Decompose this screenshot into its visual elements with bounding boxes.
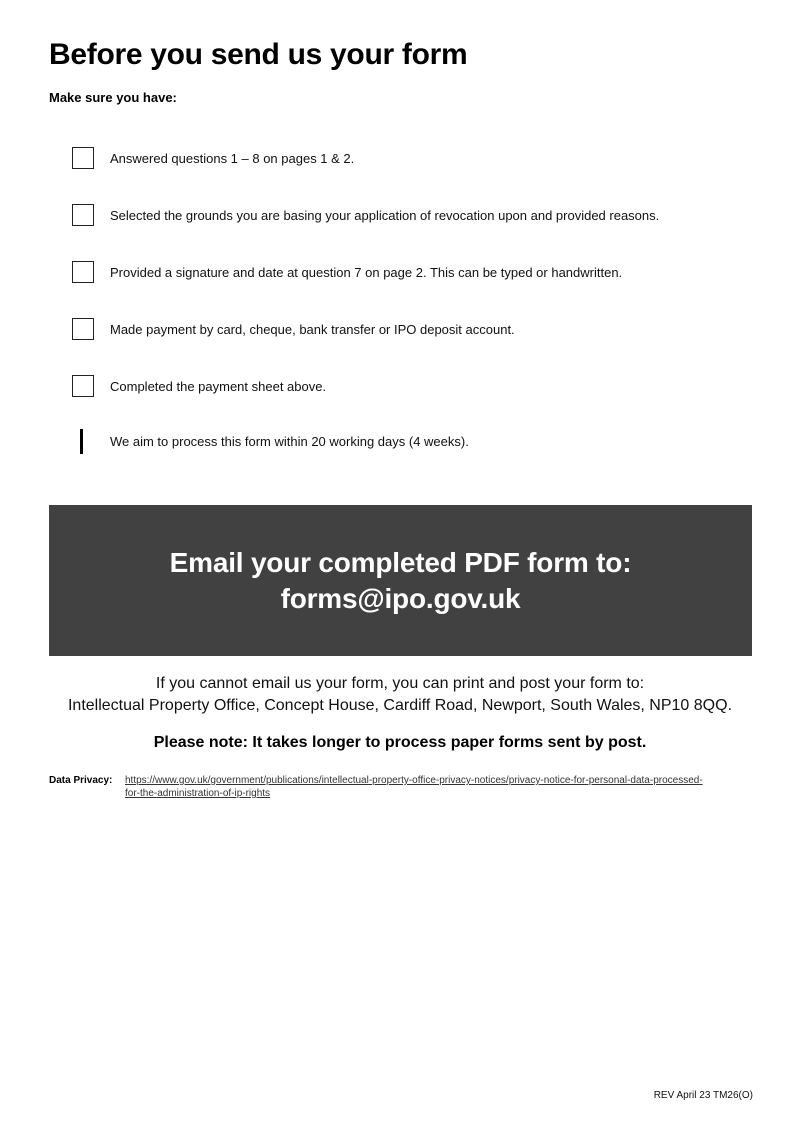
- checklist-item-label: Provided a signature and date at question 7 on page 2. This can be typed or handwritten.: [110, 264, 623, 280]
- postal-info: [0, 673, 800, 717]
- checklist-item: [72, 374, 326, 398]
- note-marker-bar: [80, 429, 83, 454]
- checklist-item-label: Completed the payment sheet above.: [110, 378, 327, 394]
- checklist-item-label: Answered questions 1 – 8 on pages 1 & 2.: [110, 150, 355, 166]
- data-privacy: [49, 774, 759, 800]
- checklist-item-label: Selected the grounds you are basing your application of revocation upon and provided reasons.: [110, 207, 660, 223]
- checklist-item-label: Made payment by card, cheque, bank transfer or IPO deposit account.: [110, 321, 515, 337]
- checklist-checkbox[interactable]: [72, 375, 94, 397]
- postal-address: Intellectual Property Office, Concept House, Cardiff Road, Newport, South Wales, NP10 8QQ.: [67, 697, 733, 714]
- privacy-link-line[interactable]: for-the-administration-of-ip-rights: [125, 788, 271, 799]
- page-title: Before you send us your form: [49, 38, 468, 71]
- checklist-item: [72, 146, 354, 170]
- checklist-checkbox[interactable]: [72, 204, 94, 226]
- privacy-link-line[interactable]: https://www.gov.uk/government/publications/intellectual-property-office-privacy-notices/privacy-notice-for-personal-data-processed-: [125, 775, 703, 786]
- email-banner: [49, 505, 752, 656]
- checklist-checkbox[interactable]: [72, 261, 94, 283]
- email-banner-heading: Email your completed PDF form to:: [169, 546, 632, 578]
- data-privacy-label: Data Privacy:: [49, 775, 113, 786]
- checklist-heading: Make sure you have:: [49, 90, 177, 105]
- checklist-checkbox[interactable]: [72, 147, 94, 169]
- checklist-checkbox[interactable]: [72, 318, 94, 340]
- email-address[interactable]: forms@ipo.gov.uk: [280, 582, 521, 614]
- postal-info-intro: If you cannot email us your form, you can print and post your form to:: [155, 675, 645, 692]
- checklist-item: [72, 203, 659, 227]
- checklist-item: [72, 317, 515, 341]
- form-revision-ref: REV April 23 TM26(O): [653, 1090, 753, 1101]
- processing-note-text: We aim to process this form within 20 working days (4 weeks).: [110, 434, 469, 449]
- processing-note: [80, 429, 469, 454]
- paper-forms-note: Please note: It takes longer to process paper forms sent by post.: [153, 734, 647, 751]
- checklist-item: [72, 260, 622, 284]
- privacy-notice-link[interactable]: [125, 774, 755, 800]
